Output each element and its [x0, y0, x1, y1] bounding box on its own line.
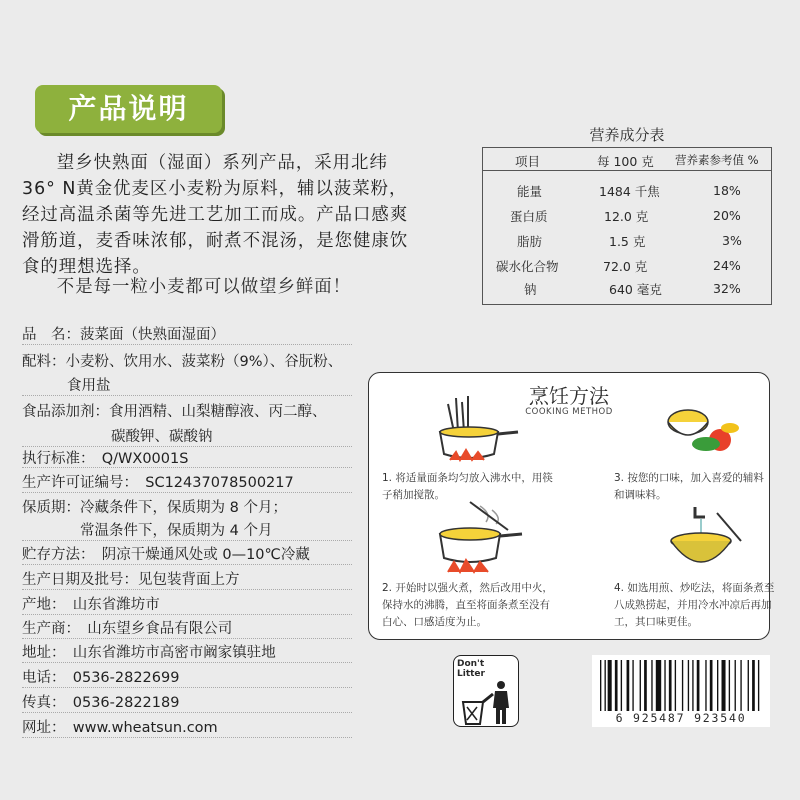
cooking-title: 烹饪方法 [529, 384, 609, 408]
standard: 执行标准： Q/WX0001S [22, 451, 189, 467]
cooking-step-3 [614, 470, 764, 504]
nutrition-row-label: 蛋白质 [510, 209, 548, 224]
nutrition-row-value: 12.0 克 [604, 209, 649, 224]
additives-cont: 碳酸钾、碳酸钠 [111, 429, 213, 445]
nutrition-row-value: 1.5 克 [609, 234, 646, 249]
shelf-life-cont: 常温条件下，保质期为 4 个月 [80, 523, 273, 539]
step-line: 4. 如选用煎、炒吃法，将面条煮至 [614, 582, 775, 594]
divider [22, 737, 352, 738]
litter-line: Litter [457, 669, 485, 679]
barcode-bar [669, 660, 672, 712]
dont-litter-text [457, 659, 485, 679]
barcode-bar [608, 660, 612, 712]
divider [22, 467, 352, 468]
barcode-bar [752, 660, 755, 712]
divider [22, 344, 352, 345]
origin: 产地： 山东省潍坊市 [22, 597, 160, 613]
barcode-bar [758, 660, 759, 712]
intro-line: 食的理想选择。 [22, 257, 151, 277]
nutrition-header-item: 项目 [515, 154, 541, 169]
barcode-bars [598, 660, 764, 712]
intro-line: 滑筋道，麦香味浓郁，耐煮不混汤，是您健康饮 [22, 231, 409, 251]
barcode-bar [748, 660, 749, 712]
intro-line: 经过高温杀菌等先进工艺加工而成。产品口感爽 [22, 205, 409, 225]
step-line: 3. 按您的口味，加入喜爱的辅料 [614, 472, 764, 484]
step-line: 八成熟捞起，并用冷水冲凉后再加 [614, 599, 772, 611]
cooking-subtitle: COOKING METHOD [525, 407, 613, 417]
barcode-bar [692, 660, 693, 712]
nutrition-row-nrv: 24% [713, 258, 741, 273]
divider [22, 395, 352, 396]
nutrition-header-per100: 每 100 克 [597, 154, 654, 169]
additives: 食品添加剂：食用酒精、山梨糖醇液、丙二醇、 [22, 404, 327, 420]
barcode-bar [615, 660, 618, 712]
barcode-bar [651, 660, 652, 712]
barcode-bar [682, 660, 683, 712]
barcode-bar [605, 660, 606, 712]
cooking-step-4 [614, 580, 774, 631]
product-name: 品 名：菠菜面（快熟面湿面） [22, 327, 225, 343]
barcode-bar [705, 660, 706, 712]
bowl-vegetables-icon [662, 398, 744, 460]
intro-line: 望乡快熟面（湿面）系列产品，采用北纬 [56, 153, 388, 173]
slogan: 不是每一粒小麦都可以做望乡鲜面！ [56, 277, 352, 297]
barcode-bar [644, 660, 647, 712]
address: 地址： 山东省潍坊市高密市阚家镇驻地 [22, 645, 276, 661]
manufacturer: 生产商： 山东望乡食品有限公司 [22, 621, 233, 637]
pot-stirring-icon [430, 500, 525, 578]
barcode-bar [640, 660, 641, 712]
nutrition-row-label: 脂肪 [517, 234, 543, 249]
cooking-step-1 [382, 470, 553, 504]
nutrition-row-label: 钠 [524, 282, 537, 297]
step-line: 1. 将适量面条均匀放入沸水中，用筷 [382, 472, 553, 484]
nutrition-header-nrv: 营养素参考值 % [675, 153, 759, 167]
barcode-bar [656, 660, 661, 712]
barcode-bar [740, 660, 741, 712]
divider [22, 564, 352, 565]
bowl-rinse-icon [665, 503, 750, 573]
intro-paragraph [22, 150, 464, 280]
barcode-bar [688, 660, 689, 712]
section-title: 产品说明 [68, 92, 189, 125]
nutrition-title: 营养成分表 [589, 126, 665, 144]
barcode-bar [717, 660, 718, 712]
nutrition-row-value: 72.0 克 [603, 259, 648, 274]
storage: 贮存方法： 阴凉干燥通风处或 0—10℃冷藏 [22, 547, 310, 563]
divider [22, 492, 352, 493]
barcode-bar [600, 660, 601, 712]
barcode-bar [621, 660, 622, 712]
divider [22, 638, 352, 639]
boiling-pot-noodles-icon [430, 392, 520, 467]
nutrition-row-nrv: 20% [713, 208, 741, 223]
nutrition-row-label: 能量 [517, 184, 543, 199]
intro-line: 36° N黄金优麦区小麦粉为原料，辅以菠菜粉， [22, 179, 408, 199]
website: 网址： www.wheatsun.com [22, 720, 218, 736]
nutrition-row-nrv: 3% [722, 233, 742, 248]
divider [22, 687, 352, 688]
barcode-bar [735, 660, 736, 712]
barcode-bar [710, 660, 713, 712]
cooking-step-2 [382, 580, 553, 631]
divider [22, 540, 352, 541]
step-line: 和调味料。 [614, 489, 667, 501]
person-bin-icon [455, 680, 517, 726]
step-line: 白心、口感适度为止。 [382, 616, 487, 628]
step-line: 保持水的沸腾，直至将面条煮至没有 [382, 599, 550, 611]
production-date: 生产日期及批号：见包装背面上方 [22, 572, 240, 588]
ingredients: 配料：小麦粉、饮用水、菠菜粉（9%）、谷朊粉、 [22, 354, 343, 370]
divider [22, 614, 352, 615]
nutrition-row-value: 640 毫克 [609, 282, 662, 297]
barcode-bar [664, 660, 665, 712]
barcode-bar [697, 660, 700, 712]
litter-line: Don't [457, 659, 485, 669]
nutrition-row-value: 1484 千焦 [599, 184, 660, 199]
barcode-bar [675, 660, 676, 712]
license: 生产许可证编号： SC12437078500217 [22, 475, 294, 491]
step-line: 工，其口味更佳。 [614, 616, 698, 628]
phone: 电话： 0536-2822699 [22, 670, 180, 686]
ingredients-cont: 食用盐 [67, 378, 111, 394]
step-line: 子稍加搅散。 [382, 489, 445, 501]
step-line: 2. 开始时以强火煮，然后改用中火， [382, 582, 553, 594]
nutrition-row-nrv: 32% [713, 281, 741, 296]
divider [22, 712, 352, 713]
barcode-bar [722, 660, 726, 712]
nutrition-row-label: 碳水化合物 [496, 259, 559, 274]
divider [22, 662, 352, 663]
barcode-bar [632, 660, 633, 712]
shelf-life: 保质期：冷藏条件下，保质期为 8 个月； [22, 500, 287, 516]
fax: 传真： 0536-2822189 [22, 695, 180, 711]
barcode-bar [729, 660, 730, 712]
barcode-bar [627, 660, 630, 712]
nutrition-row-nrv: 18% [713, 183, 741, 198]
barcode-number: 6 925487 923540 [592, 711, 770, 725]
divider [22, 589, 352, 590]
